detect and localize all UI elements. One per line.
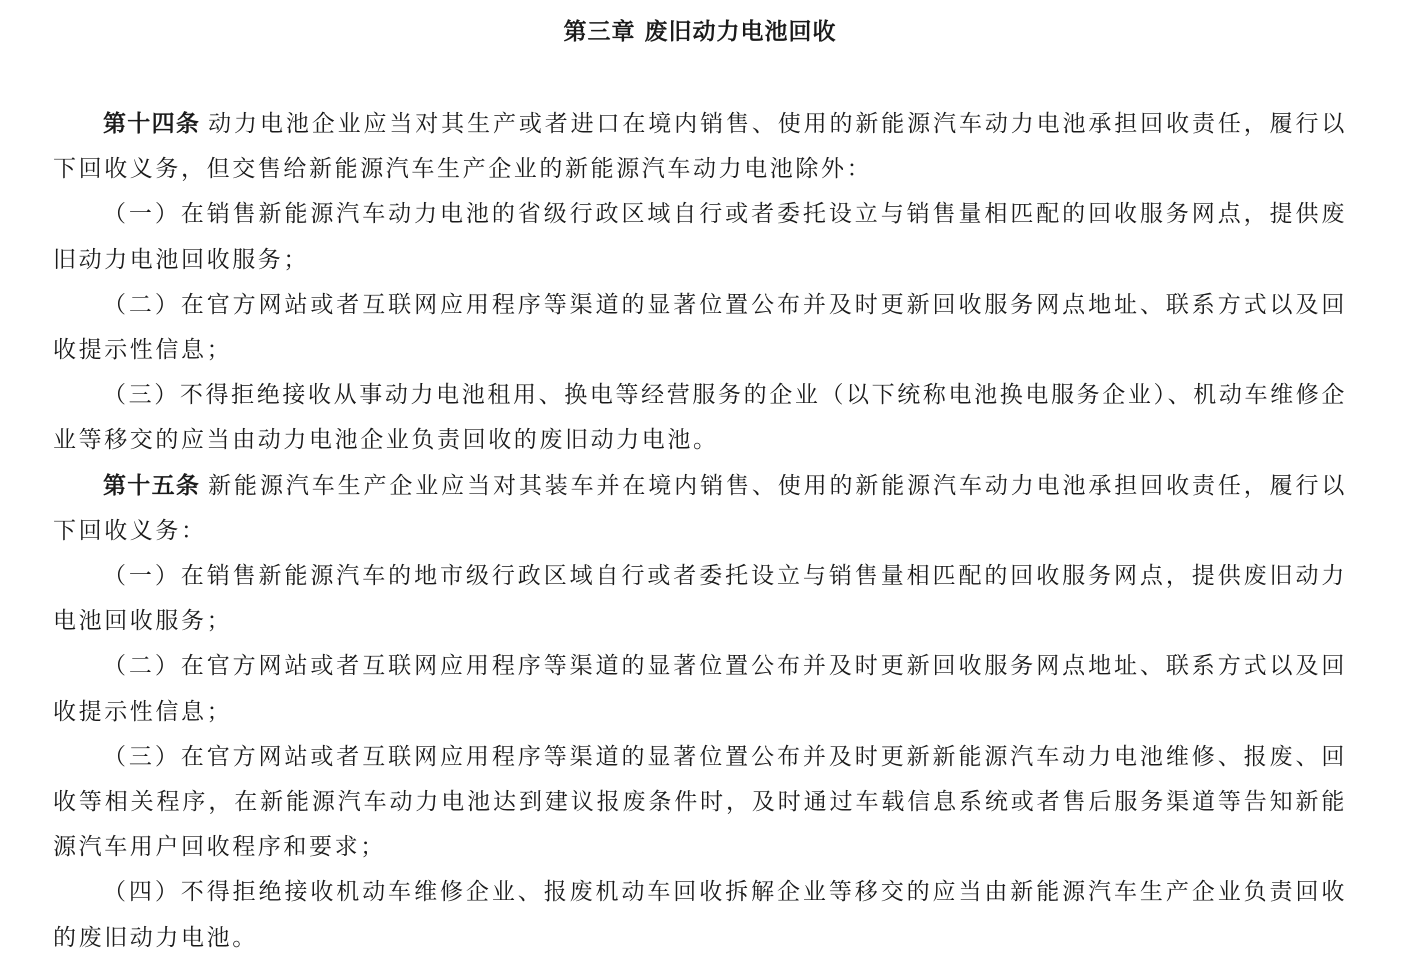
article-14-item-2: （二）在官方网站或者互联网应用程序等渠道的显著位置公布并及时更新回收服务网点地址、联系方式以及回收提示性信息； (53, 291, 1347, 364)
article-14-paragraph (53, 102, 1347, 192)
article-15-item-1: （一）在销售新能源汽车的地市级行政区域自行或者委托设立与销售量相匹配的回收服务网点，提供废旧动力电池回收服务； (53, 563, 1347, 635)
document-body (53, 102, 1347, 961)
article-15-intro: 新能源汽车生产企业应当对其装车并在境内销售、使用的新能源汽车动力电池承担回收责任，履行以下回收义务： (53, 472, 1348, 544)
article-14-heading: 第十四条 (103, 111, 201, 137)
article-15-item-4: （四）不得拒绝接收机动车维修企业、报废机动车回收拆解企业等移交的应当由新能源汽车生产企业负责回收的废旧动力电池。 (53, 879, 1347, 951)
article-14-intro: 动力电池企业应当对其生产或者进口在境内销售、使用的新能源汽车动力电池承担回收责任，履行以下回收义务，但交售给新能源汽车生产企业的新能源汽车动力电池除外： (53, 111, 1348, 183)
article-15-heading: 第十五条 (103, 472, 201, 499)
article-15-item-2: （二）在官方网站或者互联网应用程序等渠道的显著位置公布并及时更新回收服务网点地址、联系方式以及回收提示性信息； (53, 653, 1347, 725)
article-15-paragraph (53, 464, 1347, 554)
chapter-title: 第三章 废旧动力电池回收 (563, 19, 837, 45)
article-15-item-3: （三）在官方网站或者互联网应用程序等渠道的显著位置公布并及时更新新能源汽车动力电池维修、报废、回收等相关程序，在新能源汽车动力电池达到建议报废条件时，及时通过车载信息系统或者售后服务渠道等告知新能源汽车用户回收程序和要求； (53, 743, 1347, 861)
article-14-item-3: （三）不得拒绝接收从事动力电池租用、换电等经营服务的企业（以下统称电池换电服务企业）、机动车维修企业等移交的应当由动力电池企业负责回收的废旧动力电池。 (53, 382, 1347, 454)
document-page (53, 0, 1347, 961)
article-14-item-1: （一）在销售新能源汽车动力电池的省级行政区域自行或者委托设立与销售量相匹配的回收服务网点，提供废旧动力电池回收服务； (53, 201, 1347, 273)
